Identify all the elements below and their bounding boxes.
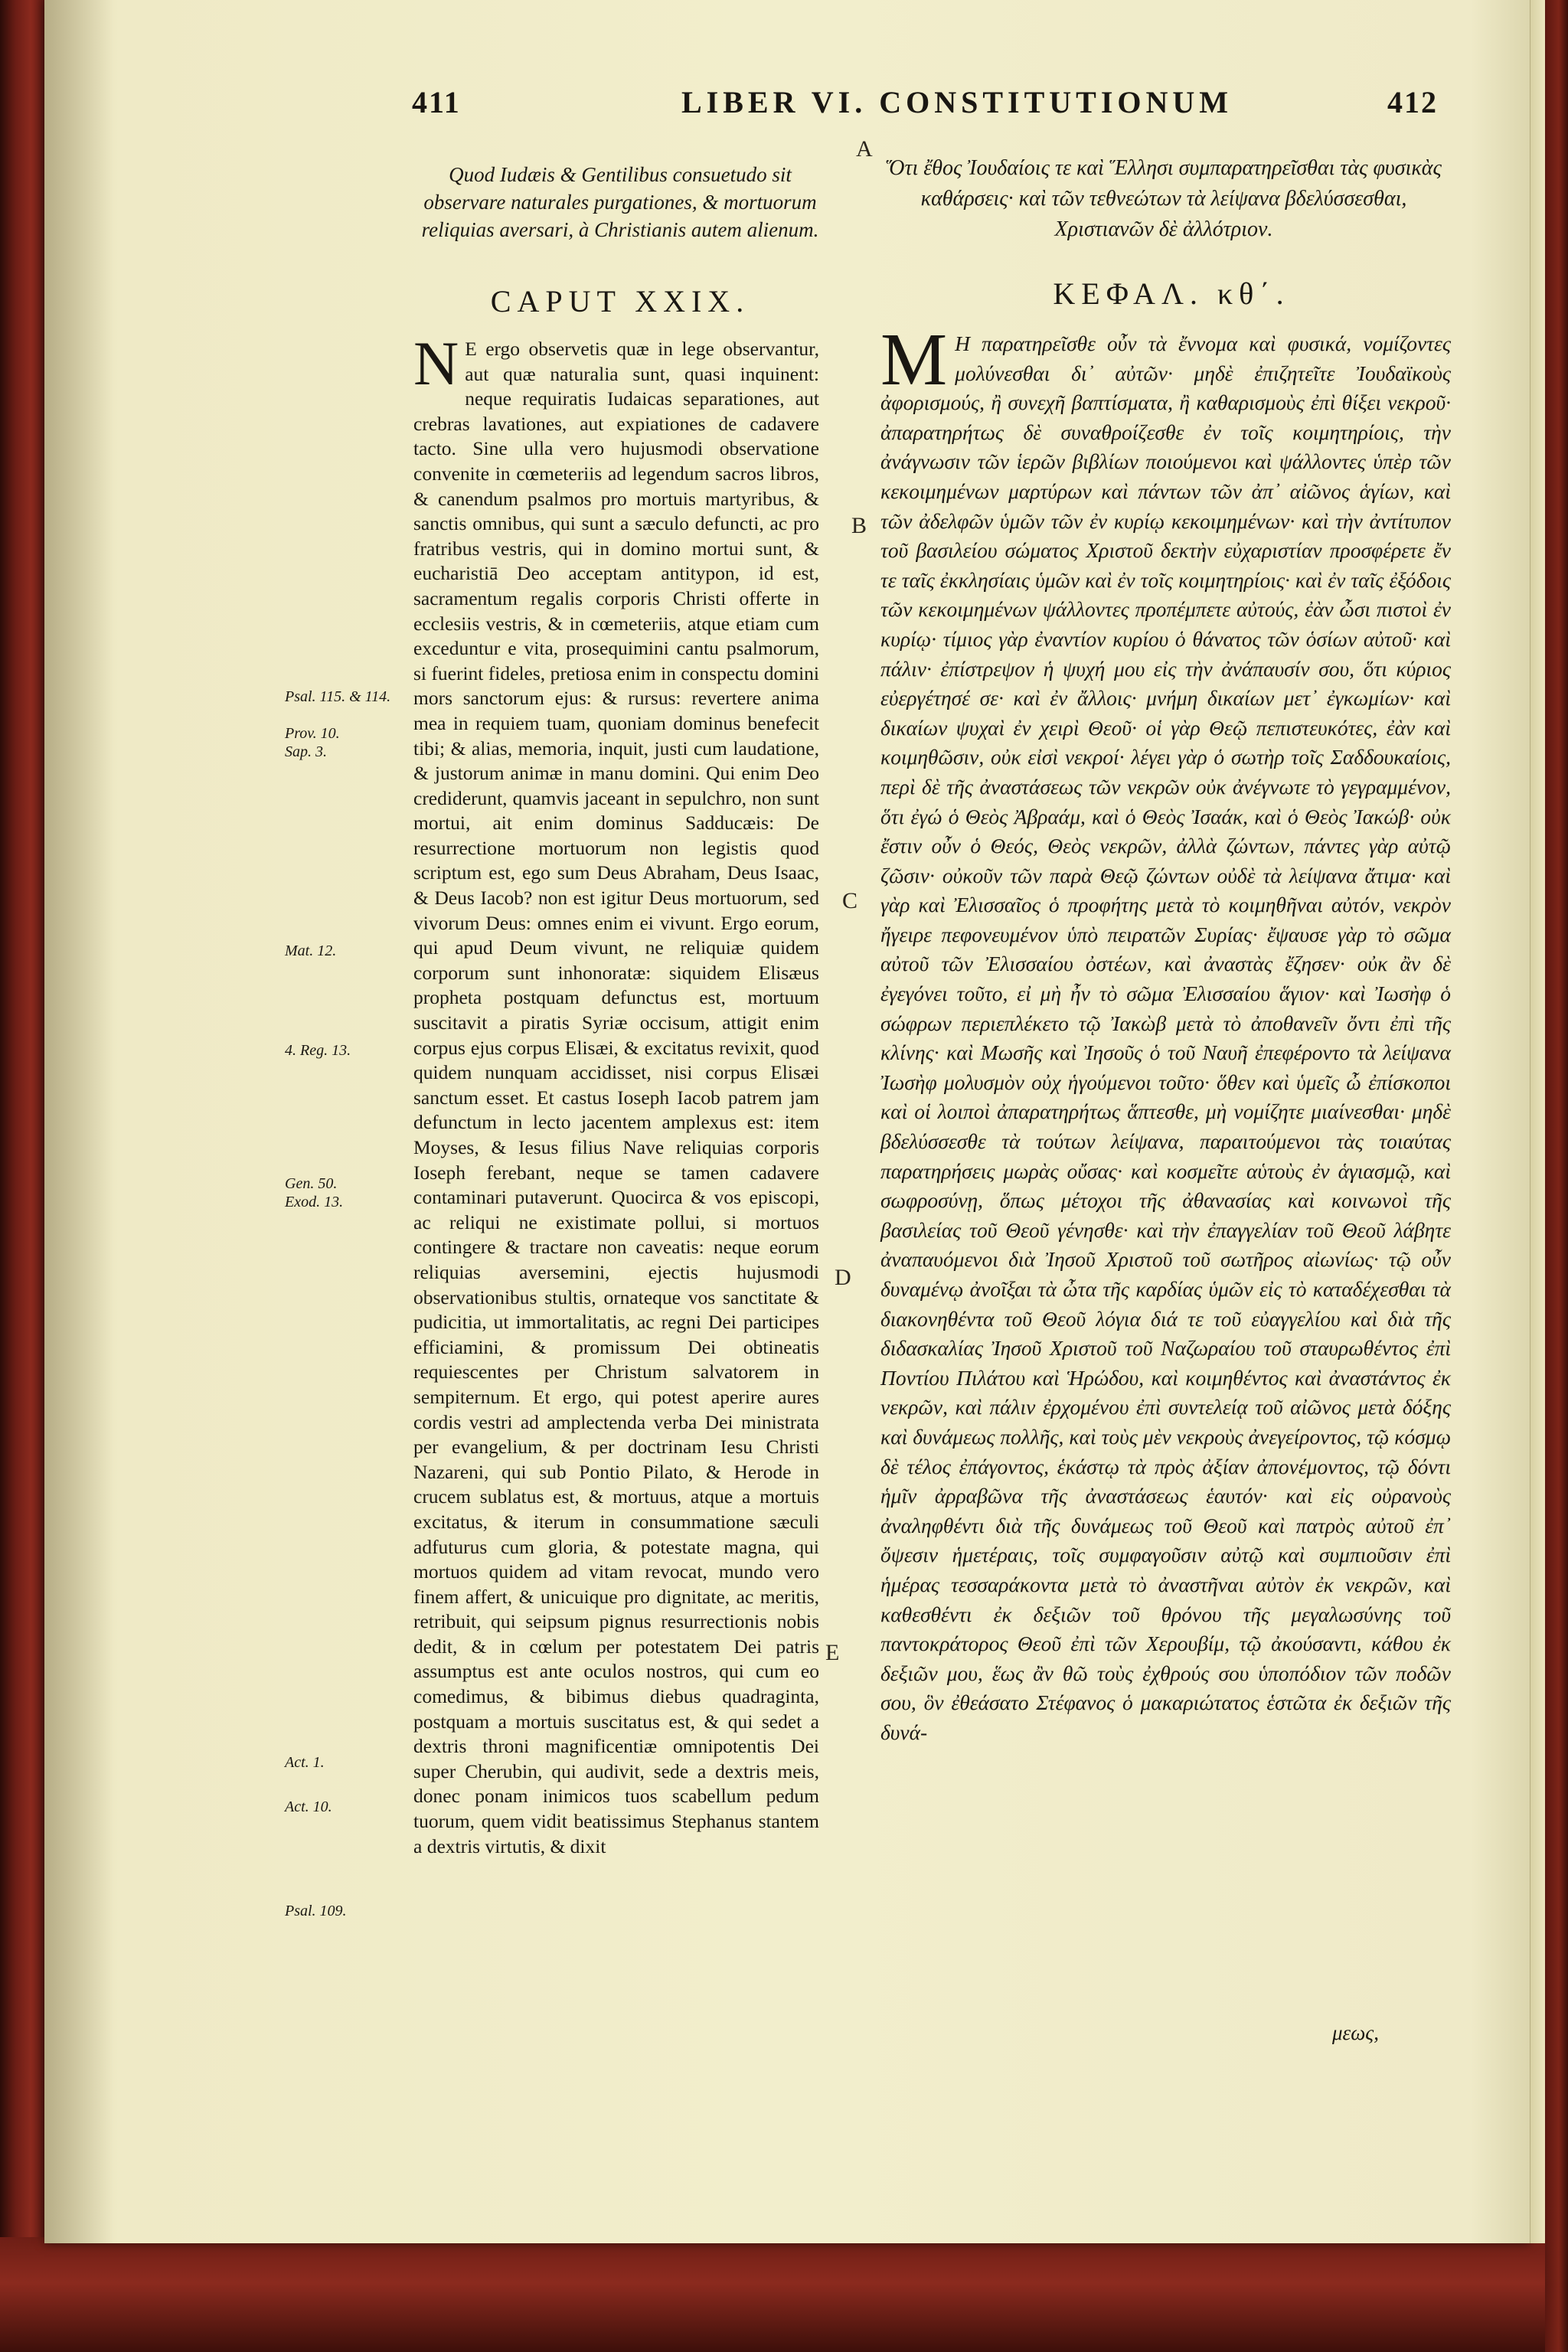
margin-letter-e: E [825, 1640, 840, 1665]
margin-letter-c: C [842, 888, 858, 913]
greek-drop-cap: Μ [880, 318, 948, 401]
catchword: μεως, [1332, 2021, 1379, 2044]
marginal-reference: Prov. 10. [285, 725, 340, 742]
margin-letter-b: B [851, 513, 867, 538]
latin-drop-cap: N [413, 328, 459, 398]
marginal-reference: Gen. 50. [285, 1175, 338, 1192]
book-cover-bottom [0, 2237, 1568, 2352]
marginal-reference: 4. Reg. 13. [285, 1042, 351, 1059]
marginal-reference: Psal. 109. [285, 1903, 347, 1919]
marginal-reference: Exod. 13. [285, 1194, 344, 1210]
book-cover-right [1545, 0, 1568, 2352]
running-title: LIBER VI. CONSTITUTIONUM [681, 85, 1233, 119]
greek-text-column [880, 318, 1451, 1748]
marginal-reference: Sap. 3. [285, 743, 327, 760]
page-number-left: 411 [412, 85, 461, 119]
running-header [0, 84, 1568, 130]
greek-chapter-number: ΚΕΦΑΛ. κθ΄. [1053, 276, 1290, 311]
greek-body-text: Η παρατηρεῖσθε οὖν τὰ ἔννομα καὶ φυσικά, νομίζοντες μολύνεσθαι δι᾽ αὐτῶν· μηδὲ ἐπιζητεῖτε Ἰουδαϊκοὺς ἀφορισμούς, ἢ συνεχῆ βαπτίσματα, ἢ καθαρισμοὺς ἐπὶ θίξει νεκροῦ· ἀπαρατηρήτως δὲ συναθροίζεσθε ἐν τοῖς κοιμητηρίοις, τὴν ἀνάγνωσιν τῶν ἱερῶν βιβλίων ποιούμενοι καὶ ψάλλοντες ὑπὲρ τῶν κεκοιμημένων μαρτύρων καὶ πάντων τῶν ἀπ᾽ αἰῶνος ἁγίων, καὶ τῶν ἀδελφῶν ὑμῶν τῶν ἐν κυρίῳ κεκοιμημένων· καὶ τὴν ἀντίτυπον τοῦ βασιλείου σώματος Χριστοῦ δεκτὴν εὐχαριστίαν προσφέρετε ἔν τε ταῖς ἐκκλησίαις ὑμῶν καὶ ἐν τοῖς κοιμητηρίοις· καὶ ἐν ταῖς ἐξόδοις τῶν κεκοιμημένων ψάλλοντες προπέμπετε αὐτούς, ἐὰν ὦσι πιστοὶ ἐν κυρίῳ· τίμιος γὰρ ἐναντίον κυρίου ὁ θάνατος τῶν ὁσίων αὐτοῦ· καὶ πάλιν· ἐπίστρεψον ἡ ψυχή μου εἰς τὴν ἀνάπαυσίν σου, ὅτι κύριος εὐεργέτησέ σε· καὶ ἐν ἄλλοις· μνήμη δικαίων μετ᾽ ἐγκωμίων· καὶ δικαίων ψυχαὶ ἐν χειρὶ Θεοῦ· οἱ γὰρ Θεῷ πεπιστευκότες, ἐὰν καὶ κοιμηθῶσιν, οὐκ εἰσὶ νεκροί· λέγει γὰρ ὁ σωτὴρ τοῖς Σαδδουκαίοις, περὶ δὲ τῆς ἀναστάσεως τῶν νεκρῶν οὐκ ἀνέγνωτε τὸ γεγραμμένον, ὅτι ἐγώ ὁ Θεὸς Ἀβραάμ, καὶ ὁ Θεὸς Ἰσαάκ, καὶ ὁ Θεὸς Ἰακώβ· οὐκ ἔστιν οὖν ὁ Θεός, Θεὸς νεκρῶν, ἀλλὰ ζώντων, πάντες γὰρ αὐτῷ ζῶσιν· οὐκοῦν τῶν παρὰ Θεῷ ζώντων οὐδὲ τὰ λείψανα ἄτιμα· καὶ γὰρ καὶ Ἐλισσαῖος ὁ προφήτης μετὰ τὸ κοιμηθῆναι αὐτόν, νεκρὸν ἤγειρε πεφονευμένον ὑπὸ πειρατῶν Συρίας· ἔψαυσε γὰρ τὸ σῶμα αὐτοῦ τῶν Ἐλισσαίου ὀστέων, καὶ ἀναστὰς ἔζησεν· οὐκ ἂν δὲ ἐγεγόνει τοῦτο, εἰ μὴ ἦν τὸ σῶμα Ἐλισσαίου ἅγιον· καὶ Ἰωσὴφ ὁ σώφρων περιεπλέκετο τῷ Ἰακὼβ μετὰ τὸ ἀποθανεῖν ὄντι ἐπὶ τῆς κλίνης· καὶ Μωσῆς καὶ Ἰησοῦς ὁ τοῦ Ναυῆ ἐπεφέροντο τὰ λείψανα Ἰωσὴφ μολυσμὸν οὐχ ἡγούμενοι τοῦτο· ὅθεν καὶ ὑμεῖς ὦ ἐπίσκοποι καὶ οἱ λοιποὶ ἀπαρατηρήτως ἅπτεσθε, μὴ νομίζητε μιαίνεσθαι· μηδὲ βδελύσσεσθε τὰ τούτων λείψανα, παραιτούμενοι τὰς τοιαύτας παρατηρήσεις μωρὰς οὔσας· καὶ κοσμεῖτε αὑτοὺς ἐν ἁγιασμῷ, καὶ σωφροσύνῃ, ὅπως μέτοχοι τῆς ἀθανασίας καὶ κοινωνοὶ τῆς βασιλείας τοῦ Θεοῦ γένησθε· καὶ τὴν ἐπαγγελίαν τοῦ Θεοῦ λάβητε ἀναπαυόμενοι διὰ Ἰησοῦ Χριστοῦ τοῦ σωτῆρος αἰωνίως· τῷ οὖν δυναμένῳ ἀνοῖξαι τὰ ὦτα τῆς καρδίας ὑμῶν εἰς τὸ καταδέχεσθαι τὰ διακονηθέντα τοῦ Θεοῦ λόγια διά τε τοῦ εὐαγγελίου καὶ διὰ τῆς διδασκαλίας Ἰησοῦ Χριστοῦ τοῦ Ναζωραίου τοῦ σταυρωθέντος ἐπὶ Ποντίου Πιλάτου καὶ Ἡρώδου, καὶ κοιμηθέντος καὶ ἀναστάντος ἐκ νεκρῶν, καὶ πάλιν ἐρχομένου ἐπὶ συντελείᾳ τοῦ αἰῶνος μετὰ δόξης καὶ δυνάμεως πολλῆς, καὶ τοὺς μὲν νεκροὺς ἀνεγείροντος, τῷ κόσμῳ δὲ τέλος ἐπάγοντος, ἑκάστῳ τὰ πρὸς ἀξίαν ἀπονέμοντος, τῷ δόντι ἡμῖν ἀρραβῶνα τῆς ἀναστάσεως ἑαυτόν· καὶ εἰς οὐρανοὺς ἀναληφθέντι διὰ τῆς δυνάμεως τοῦ Θεοῦ καὶ πατρὸς αὐτοῦ ἐπ᾽ ὄψεσιν ἡμετέραις, τοῖς συμφαγοῦσιν αὐτῷ καὶ συμπιοῦσιν ἐπὶ ἡμέρας τεσσαράκοντα μετὰ τὸ ἀναστῆναι αὐτὸν ἐκ νεκρῶν, καὶ καθεσθέντι ἐκ δεξιῶν τοῦ θρόνου τῆς μεγαλωσύνης τοῦ παντοκράτορος Θεοῦ ἐπὶ τῶν Χερουβίμ, τῷ ἀκούσαντι, κάθου ἐκ δεξιῶν μου, ἕως ἂν θῶ τοὺς ἐχθρούς σου ὑποπόδιον τῶν ποδῶν σου, ὃν ἐθεάσατο Στέφανος ὁ μακαριώτατος ἑστῶτα ἐκ δεξιῶν τῆς δυνά- [880, 332, 1451, 1744]
marginal-reference: Psal. 115. & 114. [285, 688, 391, 705]
latin-chapter-heading: Quod Iudæis & Gentilibus consuetudo sit observare naturales purgationes, & mortuorum reliquias aversari, à Christianis autem alienum. [421, 163, 819, 241]
margin-letter-a: A [856, 136, 873, 162]
latin-body-text: E ergo observetis quæ in lege observantur, aut quæ naturalia sunt, quasi inquinent: neque requiratis Iudaicas separationes, aut crebras lavationes, aut expiationes de cadavere tacto. Sine ulla vero hujusmodi observatione convenite in cœmeteriis ad legendum sacros libros, & canendum psalmos pro mortuis martyribus, & sanctis omnibus, qui sunt a sæculo defuncti, ac pro fratribus vestris, qui in domino mortui sunt, & eucharistiā Deo acceptam antitypon, id est, sacramentum regalis corporis Christi offerte in ecclesiis vestris, & in cœmeteriis, atque etiam cum exceduntur e vita, prosequimini cantu psalmorum, si fuerint fideles, pretiosa enim in conspectu domini mors sanctorum ejus: & rursus: revertere anima mea in requiem tuam, quoniam dominus benefecit tibi; & alias, memoria, inquit, justi cum laudatione, & justorum animæ in manu domini. Qui enim Deo crediderunt, quamvis jaceant in sepulchro, non sunt mortui, ait enim dominus Sadducæis: De resurrectione mortuorum non legistis quod scriptum est, ego sum Deus Abraham, Deus Isaac, & Deus Iacob? non est igitur Deus mortuorum, sed vivorum Deus: omnes enim ei vivunt. Ergo eorum, qui apud Deum vivunt, ne reliquiæ quidem corporum sunt inhonoratæ: siquidem Elisæus propheta postquam defunctus est, mortuum suscitavit a piratis Syriæ occisum, attigit enim corpus ejus corpus Elisæi, & excitatus revixit, quod quidem nunquam accidisset, nisi corpus Elisæi sanctum esset. Et castus Ioseph Iacob patrem jam defunctum in lecto jacentem amplexus est: item Moyses, & Iesus filius Nave reliquias corporis Ioseph ferebant, neque se tamen cadavere contaminari putaverunt. Quocirca & vos episcopi, ac reliqui ne existimate pollui, si mortuos contingere & tractare non caveatis: neque eorum reliquias aversemini, ejectis hujusmodi observationibus stultis, ornateque vos sanctitate & pudicitia, ut immortalitatis, ac regni Dei participes efficiamini, & promissum Dei obtineatis requiescentes per Christum salvatorem in sempiternum. Et ergo, qui potest aperire aures cordis vestri ad amplectenda verba Dei ministrata per evangelium, & per doctrinam Iesu Christi Nazareni, qui sub Pontio Pilato, & Herode in crucem sublatus est, & mortuus, atque a mortuis excitatus, & iterum in consummatione sæculi adfuturus cum gloria, & potestate magna, qui mortuos quidem ad vitam revocat, mundo vero finem affert, & unicuique pro dignitate, ac meritis, retribuit, qui seipsum pignus resurrectionis nobis dedit, & in cœlum per potestatem Dei patris assumptus est ante oculos nostros, qui cum eo comedimus, & bibimus diebus quadraginta, postquam a mortuis suscitatus est, & qui sedet a dextris throni magnificentiæ omnipotentis Dei super Cherubin, qui audivit, sede a dextris meis, donec ponam inimicos tuos scabellum pedum tuorum, quem vidit beatissimus Stephanus stantem a dextris virtutis, & dixit [413, 338, 819, 1857]
margin-letter-d: D [835, 1265, 851, 1290]
page-number-right: 412 [1387, 85, 1438, 119]
next-page-edge [1530, 0, 1546, 2243]
marginal-reference: Act. 10. [285, 1798, 332, 1815]
book-cover-left [0, 0, 44, 2352]
marginal-reference: Act. 1. [285, 1754, 325, 1771]
gutter-shadow [44, 0, 113, 2243]
greek-chapter-heading: Ὅτι ἔθος Ἰουδαίοις τε καὶ Ἕλλησι συμπαρατηρεῖσθαι τὰς φυσικὰς καθάρσεις· καὶ τῶν τεθνεώτων τὰ λείψανα βδελύσσεσθαι, Χριστιανῶν δὲ ἀλλότριον. [886, 156, 1442, 241]
latin-text-column [413, 328, 819, 1859]
marginal-reference: Mat. 12. [285, 942, 337, 959]
latin-chapter-number: CAPUT XXIX. [490, 284, 750, 318]
